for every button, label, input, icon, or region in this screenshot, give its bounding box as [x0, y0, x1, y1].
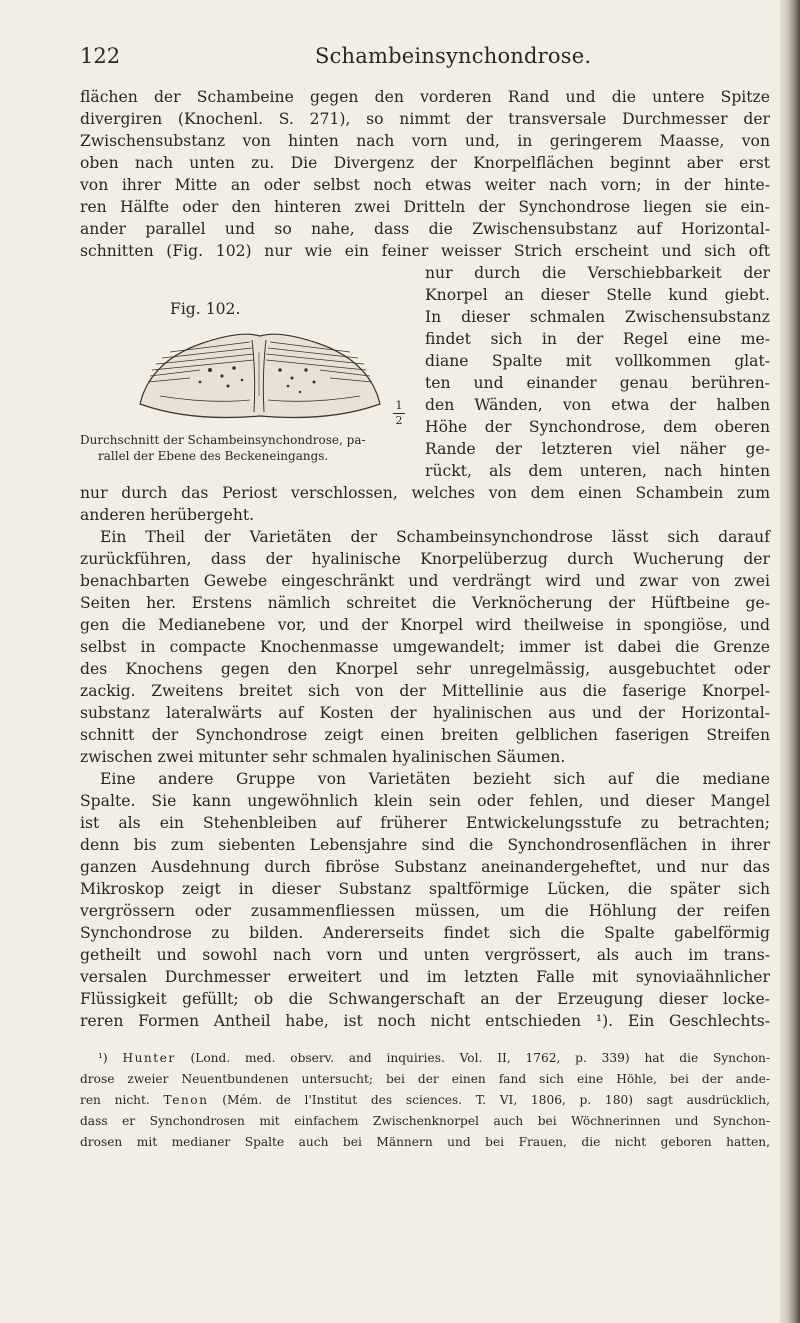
body-line: nur durch das Periost verschlossen, welches von dem einen Schambein zum — [80, 484, 770, 502]
body-line: ist als ein Stehenbleiben auf früherer Entwickelungsstufe zu betrachten; — [80, 814, 770, 832]
scale-numerator: 1 — [395, 399, 403, 412]
figure-illustration — [130, 312, 390, 424]
body-line: divergiren (Knochenl. S. 271), so nimmt der transversale Durchmesser der — [80, 110, 770, 128]
body-line: benachbarten Gewebe eingeschränkt und verdrängt wird und zwar von zwei — [80, 572, 770, 590]
body-line: substanz lateralwärts auf Kosten der hyalinischen aus und der Horizontal- — [80, 704, 770, 722]
body-line: oben nach unten zu. Die Divergenz der Knorpelflächen beginnt aber erst — [80, 154, 770, 172]
body-line: des Knochens gegen den Knorpel sehr unregelmässig, ausgebuchtet oder — [80, 660, 770, 678]
body-line: ten und einander genau berühren- — [425, 374, 770, 392]
body-line: flächen der Schambeine gegen den vorderen Rand und die untere Spitze — [80, 88, 770, 106]
body-line: nur durch die Verschiebbarkeit der — [425, 264, 770, 282]
body-line: Rande der letzteren viel näher ge- — [425, 440, 770, 458]
body-line: getheilt und sowohl nach vorn und unten vergrössert, als auch im trans- — [80, 946, 770, 964]
body-line: reren Formen Antheil habe, ist noch nicht entschieden ¹). Ein Geschlechts- — [80, 1012, 770, 1030]
footnote-line: drosen mit medianer Spalte auch bei Männern und bei Frauen, die nicht geboren hatten, — [80, 1135, 770, 1149]
body-line: ganzen Ausdehnung durch fibröse Substanz aneinandergeheftet, und nur das — [80, 858, 770, 876]
body-line: Höhe der Synchondrose, dem oberen — [425, 418, 770, 436]
footnote-line: drose zweier Neuentbundenen untersucht; bei der einen fand sich eine Höhle, bei der ande- — [80, 1072, 770, 1086]
body-line: zackig. Zweitens breitet sich von der Mittellinie aus die faserige Knorpel- — [80, 682, 770, 700]
body-line: Mikroskop zeigt in dieser Substanz spaltförmige Lücken, die später sich — [80, 880, 770, 898]
scale-denominator: 2 — [395, 414, 403, 427]
footnote-line — [80, 1090, 770, 1111]
page-number: 122 — [80, 44, 121, 68]
footnote-author: Tenon — [163, 1093, 209, 1107]
body-line: ander parallel und so nahe, dass die Zwischensubstanz auf Horizontal- — [80, 220, 770, 238]
body-line: Flüssigkeit gefüllt; ob die Schwangerschaft an der Erzeugung dieser locke- — [80, 990, 770, 1008]
body-line: gen die Medianebene vor, und der Knorpel wird theilweise in spongiöse, und — [80, 616, 770, 634]
scale-fraction — [393, 400, 405, 427]
body-line: diane Spalte mit vollkommen glat- — [425, 352, 770, 370]
body-line: Eine andere Gruppe von Varietäten bezieht sich auf die mediane — [100, 770, 770, 788]
body-line: Zwischensubstanz von hinten nach vorn und, in geringerem Maasse, von — [80, 132, 770, 150]
body-line: vergrössern oder zusammenfliessen müssen, um die Höhlung der reifen — [80, 902, 770, 920]
figure-caption-line: Durchschnitt der Schambeinsynchondrose, pa- — [80, 433, 366, 447]
footnote-text: (Lond. med. observ. and inquiries. Vol. II, 1762, p. 339) hat die Synchon- — [190, 1051, 771, 1065]
body-line: Seiten her. Erstens nämlich schreitet die Verknöcherung der Hüftbeine ge- — [80, 594, 770, 612]
body-line: versalen Durchmesser erweitert und im letzten Falle mit synoviaähnlicher — [80, 968, 770, 986]
footnote-line: dass er Synchondrosen mit einfachem Zwischenknorpel auch bei Wöchnerinnen und Synchon- — [80, 1114, 770, 1128]
figure-caption-line: rallel der Ebene des Beckeneingangs. — [98, 449, 329, 463]
footnote-marker: ¹) — [98, 1051, 108, 1065]
binding-edge — [780, 0, 800, 1323]
body-line: denn bis zum siebenten Lebensjahre sind die Synchondrosenflächen in ihrer — [80, 836, 770, 854]
body-line: zurückführen, dass der hyalinische Knorpelüberzug durch Wucherung der — [80, 550, 770, 568]
body-line: selbst in compacte Knochenmasse umgewandelt; immer ist dabei die Grenze — [80, 638, 770, 656]
body-line: rückt, als dem unteren, nach hinten — [425, 462, 770, 480]
body-line: Spalte. Sie kann ungewöhnlich klein sein oder fehlen, und dieser Mangel — [80, 792, 770, 810]
figure-label: Fig. 102. — [170, 300, 241, 318]
body-line: findet sich in der Regel eine me- — [425, 330, 770, 348]
body-line: Knorpel an dieser Stelle kund giebt. — [425, 286, 770, 304]
body-line: von ihrer Mitte an oder selbst noch etwas weiter nach vorn; in der hinte- — [80, 176, 770, 194]
footnote-author: Hunter — [122, 1051, 176, 1065]
body-line: zwischen zwei mitunter sehr schmalen hyalinischen Säumen. — [80, 748, 566, 766]
page-header — [80, 44, 770, 74]
running-title: Schambeinsynchondrose. — [315, 44, 592, 68]
body-line: ren Hälfte oder den hinteren zwei Dritteln der Synchondrose liegen sie ein- — [80, 198, 770, 216]
body-line: Ein Theil der Varietäten der Schambeinsynchondrose lässt sich darauf — [100, 528, 770, 546]
body-line: schnitt der Synchondrose zeigt einen breiten gelblichen faserigen Streifen — [80, 726, 770, 744]
footnote-line — [98, 1048, 770, 1069]
body-line: Synchondrose zu bilden. Andererseits findet sich die Spalte gabelförmig — [80, 924, 770, 942]
body-line: den Wänden, von etwa der halben — [425, 396, 770, 414]
footnote-text: ren nicht. — [80, 1093, 150, 1107]
body-line: In dieser schmalen Zwischensubstanz — [425, 308, 770, 326]
footnote-text: (Mém. de l'Institut des sciences. T. VI, 1806, p. 180) sagt ausdrücklich, — [222, 1093, 771, 1107]
body-line: anderen herübergeht. — [80, 506, 255, 524]
body-line: schnitten (Fig. 102) nur wie ein feiner weisser Strich erscheint und sich oft — [80, 242, 770, 260]
